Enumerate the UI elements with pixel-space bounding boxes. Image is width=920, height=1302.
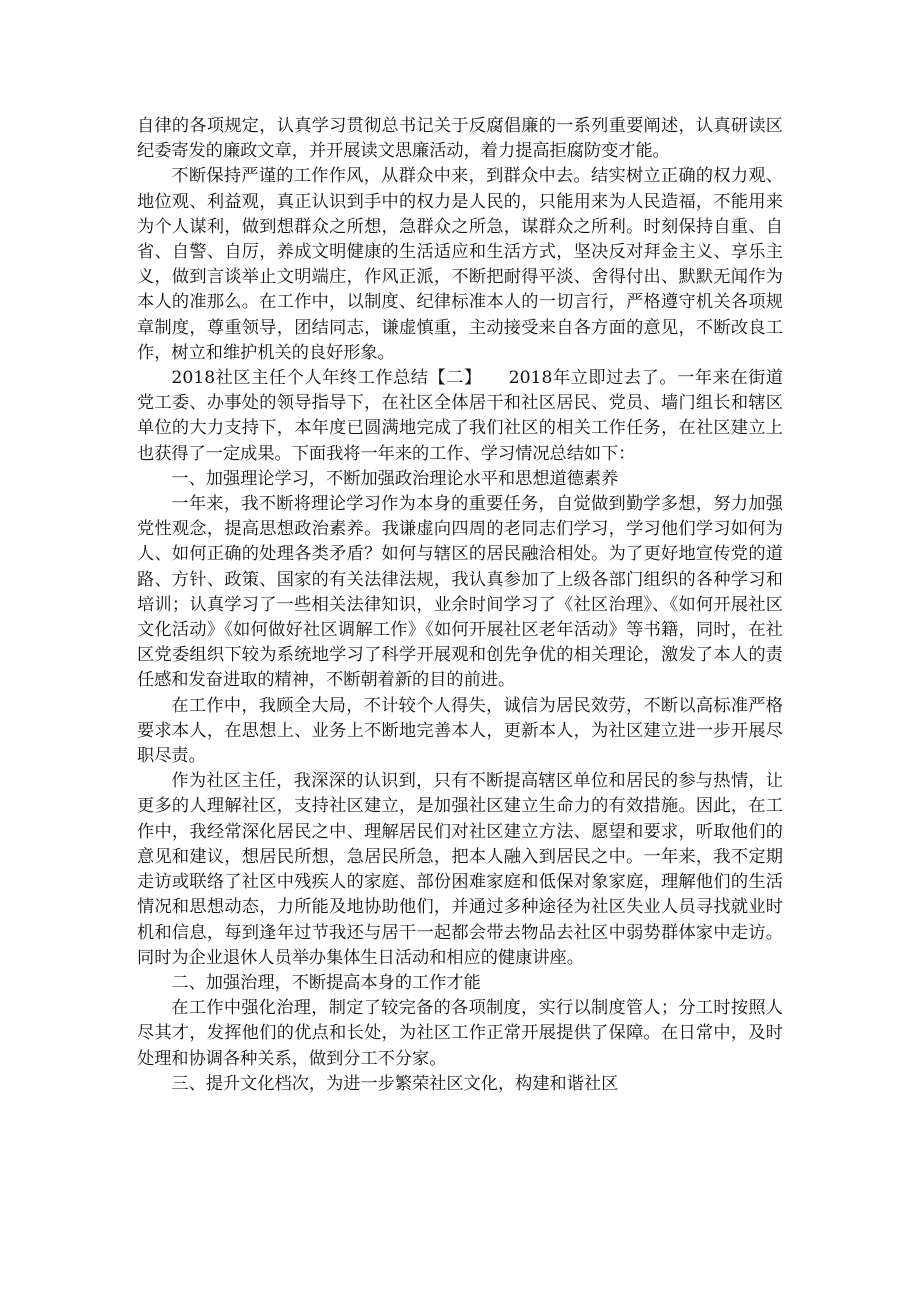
section-heading-1: 一、加强理论学习，不断加强政治理论水平和思想道德素养 xyxy=(171,468,619,489)
paragraph-5: 在工作中，我顾全大局，不计较个人得失，诚信为居民效劳，不断以高标准严格要求本人，在思想上、业务上不断地完善本人，更新本人，为社区建立进一步开展尽职尽责。 xyxy=(137,695,783,767)
paragraph-4: 一年来，我不断将理论学习作为本身的重要任务，自觉做到勤学多想，努力加强党性观念，提高思想政治素养。我谦虚向四周的老同志们学习，学习他们学习如何为人、如何正确的处理各类矛盾？如何与辖区的居民融洽相处。为了更好地宣传党的道路、方针、政策、国家的有关法律法规，我认真参加了上级各部门组织的各种学习和培训；认真学习了一些相关法律知识，业余时间学习了《社区治理》、《如何开展社区文化活动》《如何做好社区调解工作》《如何开展社区老年活动》等书籍，同时，在社区党委组织下较为系统地学习了科学开展观和创先争优的相关理论，激发了本人的责任感和发奋进取的精神，不断朝着新的目的前进。 xyxy=(137,494,783,691)
paragraph-2: 不断保持严谨的工作作风，从群众中来，到群众中去。结实树立正确的权力观、地位观、利益观，真正认识到手中的权力是人民的，只能用来为人民造福，不能用来为个人谋利，做到想群众之所想，急群众之所急，谋群众之所利。时刻保持自重、自省、自警、自厉，养成文明健康的生活适应和生活方式，坚决反对拜金主义、享乐主义，做到言谈举止文明端庄，作风正派，不断把耐得平淡、舍得付出、默默无闻作为本人的准那么。在工作中，以制度、纪律标准本人的一切言行，严格遵守机关各项规章制度，尊重领导，团结同志，谦虚慎重，主动接受来自各方面的意见，不断改良工作，树立和维护机关的良好形象。 xyxy=(137,166,783,363)
paragraph-1: 自律的各项规定，认真学习贯彻总书记关于反腐倡廉的一系列重要阐述，认真研读区纪委寄发的廉政文章，并开展读文思廉活动，着力提高拒腐防变才能。 xyxy=(137,116,783,162)
section-heading-2: 二、加强治理，不断提高本身的工作才能 xyxy=(171,972,481,993)
paragraph-7: 在工作中强化治理，制定了较完备的各项制度，实行以制度管人；分工时按照人尽其才，发挥他们的优点和长处，为社区工作正常开展提供了保障。在日常中，及时处理和协调各种关系，做到分工不分家。 xyxy=(137,998,783,1069)
section-heading-3: 三、提升文化档次，为进一步繁荣社区文化，构建和谐社区 xyxy=(171,1073,619,1094)
paragraph-6: 作为社区主任，我深深的认识到，只有不断提高辖区单位和居民的参与热情，让更多的人理解社区，支持社区建立，是加强社区建立生命力的有效措施。因此，在工作中，我经常深化居民之中、理解居民们对社区建立方法、愿望和要求，听取他们的意见和建议，想居民所想，急居民所急，把本人融入到居民之中。一年来，我不定期走访或联络了社区中残疾人的家庭、部份困难家庭和低保对象家庭，理解他们的生活情况和思想动态，力所能及地协助他们，并通过多种途径为社区失业人员寻找就业时机和信息，每到逢年过节我还与居干一起都会带去物品去社区中弱势群体家中走访。同时为企业退休人员举办集体生日活动和相应的健康讲座。 xyxy=(137,771,783,968)
paragraph-3: 2018社区主任个人年终工作总结【二】 2018年立即过去了。一年来在街道党工委、办事处的领导指导下，在社区全体居干和社区居民、党员、墙门组长和辖区单位的大力支持下，本年度已圆满地完成了我们社区的相关工作任务，在社区建立上也获得了一定成果。下面我将一年来的工作、学习情况总结如下： xyxy=(137,368,783,464)
document-body xyxy=(137,114,783,1097)
